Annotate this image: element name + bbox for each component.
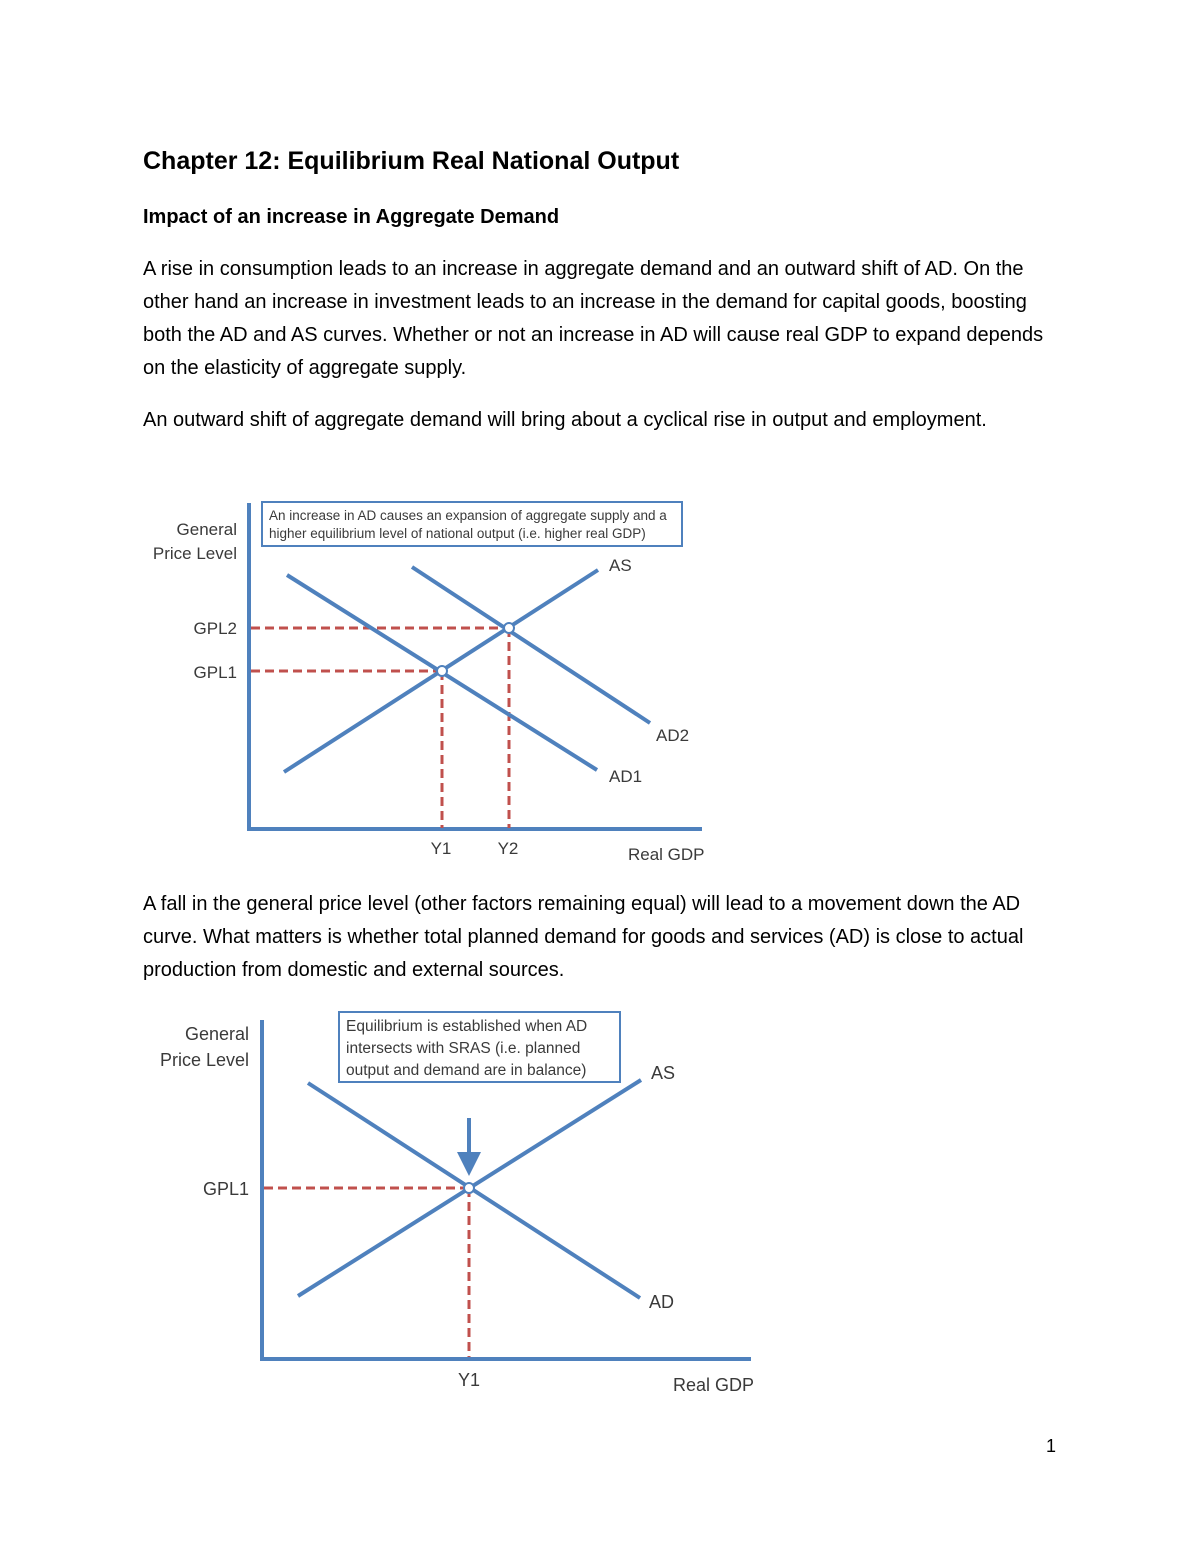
note-line-2: higher equilibrium level of national output (i.e. higher real GDP) [269,526,646,541]
equilibrium-point [464,1183,474,1193]
gpl2-label: GPL2 [193,619,237,638]
y1-label: Y1 [457,1370,481,1390]
page-title: Chapter 12: Equilibrium Real National Output [143,147,680,175]
equilibrium-point-1 [437,666,447,676]
equilibrium-point-2 [504,623,514,633]
paragraph-outward-shift: An outward shift of aggregate demand will bring about a cyclical rise in output and employment. [143,409,987,431]
ad1-label: AD1 [609,767,643,786]
note-line-1: An increase in AD causes an expansion of aggregate supply and a [269,508,667,523]
ad-label: AD [649,1292,675,1312]
note-line-2: intersects with SRAS (i.e. planned [346,1040,581,1057]
y-axis-label-line2: Price Level [159,1050,249,1070]
y-axis-label-line1: General [176,520,237,539]
x-axis-label: Real GDP [673,1375,755,1395]
ad2-curve [412,567,650,723]
page-number: 1 [1046,1436,1057,1456]
y1-label: Y1 [430,839,452,858]
y2-label: Y2 [497,839,519,858]
as-label: AS [651,1063,676,1083]
y-axis-label-line1: General [184,1024,249,1044]
note-line-1: Equilibrium is established when AD [346,1018,588,1035]
paragraph-price-level-fall: A fall in the general price level (other factors remaining equal) will lead to a movement down the AD curve. What matters is whether total planned demand for goods and services (AD) is close to actual production from domestic and external sources. [143,893,1024,981]
x-axis-label: Real GDP [628,845,705,864]
equilibrium-diagram [0,1005,1200,1410]
note-line-3: output and demand are in balance) [346,1062,587,1079]
ad-increase-diagram [0,490,1200,880]
gpl1-label: GPL1 [202,1179,249,1199]
gpl1-label: GPL1 [193,663,237,682]
ad2-label: AD2 [656,726,690,745]
section-heading: Impact of an increase in Aggregate Demand [143,206,560,228]
paragraph-ad-increase: A rise in consumption leads to an increase in aggregate demand and an outward shift of AD. On the other hand an increase in investment leads to an increase in the demand for capital goods, boosting both the AD and AS curves. Whether or not an increase in AD will cause real GDP to expand depends on the elasticity of aggregate supply. [143,258,1044,379]
y-axis-label-line2: Price Level [152,544,237,563]
as-label: AS [609,556,632,575]
